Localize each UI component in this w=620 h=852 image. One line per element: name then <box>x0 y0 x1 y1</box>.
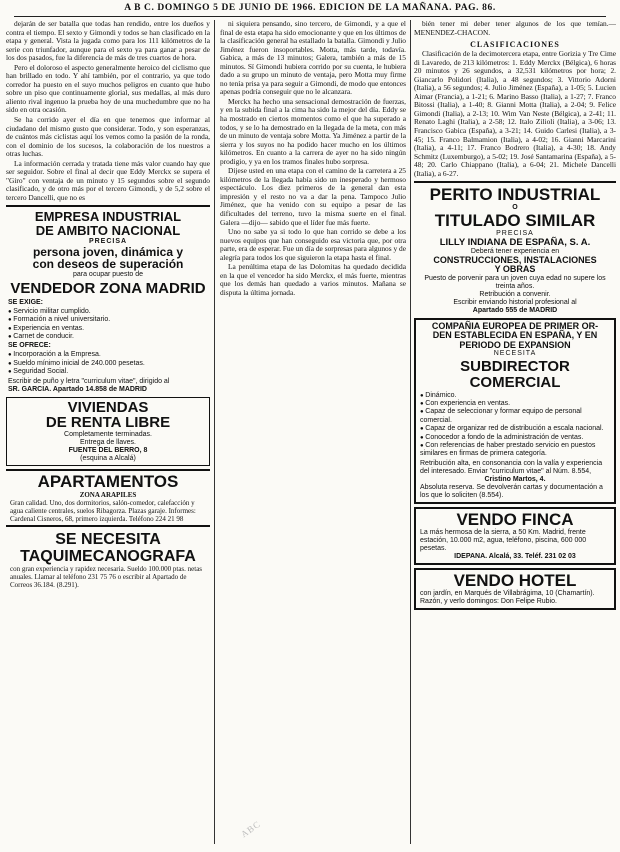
ad-contact: SR. GARCIA. Apartado 14.858 de MADRID <box>8 385 147 393</box>
list-item: ● Servicio militar cumplido. <box>8 308 208 316</box>
ad-viviendas <box>6 397 210 467</box>
ad-line: (esquina a Alcalá) <box>80 455 136 463</box>
ad-line: VIVIENDAS <box>67 398 149 416</box>
paragraph: Clasificación de la decimotercera etapa, entre Gorizia y Tre Cime di Lavaredo, de 213 kilómetros: 1. Eddy Merckx (Bélgica), 6 horas 20 minutos y 26 segundos, a 32,531 kilómetros por hora; 2. Giancarlo Polidori (Italia), a 48 segundos; 3. Vittorio Adorni (Italia), a 56 segundos; 4. Julio Jiménez (España), a 1-05; 5. Lucien Aimar (Francia), a 1-21; 6. Marino Basso (Italia), a 1-27; 7. Franco Bitossi (Italia), a 1-40; 8. Gianni Motta (Italia), a 2-04; 9. Felice Gimondi (Italia), a 2-13; 10. Wim Van Neste (Bélgica), a 2-41; 11. Renato Laghi (Italia), a 2-58; 12. Italo Zilioli (Italia), a 3-06; 13. Francisco Gabica (España), a 3-21; 14. Guido Carlesi (Italia), a 3-45; 15. Franco Balmamion (Italia), a 4-02; 16. Gianni Marcarini (Italia), a 4-11; 17. Franco Bodrero (Italia), a 4-30; 18. Andy Schmitz (Luxemburgo), a 5-02; 19. José Santamarina (España), a 5-48; 20. Carlo Chiappano (Italia), a 6-04; 21. Michele Dancelli (Italia), a 6-27. <box>414 49 616 178</box>
list-item: ● Incorporación a la Empresa. <box>8 351 208 359</box>
paragraph: La información cerrada y tratada tiene más valor cuando hay que ser seguidor. Sobre el final al decir que Eddy Merckx se supera el "Giro" con ventaja de un minuto y 15 segundos sobre el segundo clasificado, y de otro más por el tercero Gimondi, y de 5,2 sobre el tercero Dancelli, que no es <box>6 158 210 202</box>
column-2 <box>220 20 406 844</box>
ad-line: Retribución a convenir. <box>479 290 551 298</box>
column-1 <box>6 20 210 844</box>
ad-line: PERIODO DE EXPANSION <box>459 339 571 350</box>
ad-line: COMPAÑIA EUROPEA DE PRIMER OR- <box>431 320 599 331</box>
ad-line: para ocupar puesto de <box>72 270 144 278</box>
ad-line: DE AMBITO NACIONAL <box>35 223 181 239</box>
list-item: ● Seguridad Social. <box>8 368 208 376</box>
ad-label: SE EXIGE: <box>8 298 44 306</box>
ad-subdirector <box>414 318 616 504</box>
list-item: ● Sueldo mínimo inicial de 240.000 pesetas. <box>8 360 208 368</box>
ad-line: VENDO HOTEL <box>453 570 577 590</box>
paragraph: La penúltima etapa de las Dolomitas ha quedado decidida en la que el vencedor ha sido Merckx, el más fuerte, mientras que los demás han quedado a varios minutos. Mañana se disputa la última jornada. <box>220 262 406 297</box>
article-col1 <box>6 20 210 202</box>
ad-line: PERITO INDUSTRIAL <box>429 185 601 205</box>
ad-line: Y OBRAS <box>494 264 536 275</box>
ad-line: APARTAMENTOS <box>37 472 179 492</box>
ad-apartamentos <box>6 469 210 527</box>
ad-line: VENDO FINCA <box>456 509 574 529</box>
ad-line: Puesto de porvenir para un joven cuya edad no supere los treinta años. <box>424 274 606 290</box>
paragraph: Pero el doloroso el aspecto generalmente heroico del ciclismo que han brillado en todo. Y ahí también, por el contrario, ya que todo corredor ha puesto en el suyo muchos peligros en cuanto que hubo sobre un piso que continuamente glorial, sus medallas, al más duro aliento rival ingenuo la prueba hoy de una muchedumbre que no ha sido en otra ocasión. <box>6 62 210 115</box>
paragraph: Dijese usted en una etapa con el camino de la carretera a 25 kilómetros de la llegada había sido un inesperado y hermoso espectáculo. Los diez primeros de la general dan esta impresión y el resto no va a dar la pena. Tampoco Julio Jiménez, que ha venido con su equipo a pesar de las dificultades del terreno, tuvo la misma suerte en el final. Galera —dijo— sabido que el líder fue más fuerte. <box>220 166 406 227</box>
ad-line: Completamente terminadas. <box>64 431 152 439</box>
ad-line: SE NECESITA <box>55 530 161 548</box>
ad-vendo-finca <box>414 507 616 565</box>
paragraph: Uno no sabe ya si todo lo que han corrido se debe a los nuevos equipos que han conseguido esa victoria que, por otra parte, era de esperar. Fue un día de sorpresas para algunos y de alegría para todos los que siguieron la etapa hasta el final. <box>220 227 406 262</box>
ad-vendedor <box>6 210 210 393</box>
list-item: ● Experiencia en ventas. <box>8 325 208 333</box>
article-col2 <box>220 20 406 298</box>
ad-taquimecanografa <box>6 530 210 592</box>
divider <box>414 181 616 183</box>
ad-line: TAQUIMECANOGRAFA <box>20 547 196 565</box>
ad-vendo-hotel <box>414 568 616 610</box>
list-item: ● Capaz de organizar red de distribución a escala nacional. <box>420 425 610 433</box>
ad-line: FUENTE DEL BERRO, 8 <box>68 447 148 455</box>
ad-line: Retribución alta, en consonancia con la valía y experiencia del interesado. Enviar "curriculum vitae" al Núm. 8.554, <box>420 459 603 475</box>
ad-line: VENDEDOR ZONA MADRID <box>10 279 206 297</box>
list-item: ● Conocedor a fondo de la administración de ventas. <box>420 434 610 442</box>
article-tail <box>414 20 616 37</box>
ad-line: Deberá tener experiencia en <box>470 247 560 255</box>
list-item: ● Carnet de conducir. <box>8 333 208 341</box>
list-item: ● Formación a nivel universitario. <box>8 316 208 324</box>
paragraph: ni siquiera pensando, sino tercero, de Gimondi, y a que el final de esta etapa ha sido emocionante y que en los últimos de la clasificación general ha estallado la batalla. Gimondi y Julio Jiménez fueron insoportables. Motta, más tarde, todavía. Gabica, a más de 13 minutos; Galera, también a más de 15 minutos. Sí Gimondi hubiera corrido por su cuenta, le hubiera dado a su grupo un minuto de ventaja, pero Motta muy firme no tenía prisa ya para seguir a Gimondi, de modo que entonces apenas podría conseguir que no le alcanzara. <box>220 20 406 97</box>
ad-line: DE RENTA LIBRE <box>45 414 171 432</box>
ad-line: ZONA ARAPILES <box>79 490 137 499</box>
ad-line: LILLY INDIANA DE ESPAÑA, S. A. <box>439 236 591 248</box>
paragraph: bién tener mi deber tener algunos de los que temían.—MENENDEZ-CHACON. <box>414 20 616 37</box>
ad-line: Absoluta reserva. Se devolverán cartas y documentación a los que lo soliciten (8.554). <box>420 483 603 499</box>
ad-line: NECESITA <box>493 350 537 358</box>
list-item: ● Con experiencia en ventas. <box>420 400 610 408</box>
column-3 <box>414 20 616 844</box>
ad-line: O <box>512 204 518 212</box>
ad-line: Cristino Martos, 4. <box>484 475 546 483</box>
classifications-title: CLASIFICACIONES <box>470 40 560 50</box>
ad-line: SUBDIRECTOR COMERCIAL <box>460 358 570 391</box>
paragraph: Se ha corrido ayer el día en que tenemos que informar al ciudadano del mismo gusto que considerar. Todo, y son esperanzas, de cuántos más ciclistas aquí los vemos como la pasión de la ronda, con el dominio de los sucesos, la colaboración de los nuestros a otras luchas. <box>6 115 210 159</box>
ad-line: con deseos de superación <box>32 257 184 272</box>
column-rule <box>214 20 215 844</box>
ad-line: con jardín, en Marqués de Villabrágima, 10 (Chamartín). Razón, y verlo domingos: Don Felipe Rubio. <box>420 589 595 605</box>
ad-line: Gran calidad. Uno, dos dormitorios, salón-comedor, calefacción y agua caliente centrales, suelos Ribagorza. Plazas garaje. Informes: Cardenal Cisneros, 68, primero izquierda. Teléfono 224 21 98 <box>10 498 196 523</box>
ad-line: CONSTRUCCIONES, INSTALACIONES <box>433 254 597 265</box>
divider <box>6 205 210 207</box>
watermark: ABC <box>239 818 263 840</box>
classifications <box>414 50 616 178</box>
ad-line: Apartado 555 de MADRID <box>472 306 558 314</box>
ad-perito <box>414 186 616 315</box>
ad-line: con gran experiencia y rapidez necesaria. Sueldo 100.000 ptas. netas anuales. Llamar al teléfono 231 75 76 o escribir al Apartado de Correos 36.184. (8.291). <box>10 565 203 590</box>
ad-line: La más hermosa de la sierra, a 50 Km. Madrid, frente estación, 10.000 m2, agua, teléfono, piscina, 600 000 pesetas. <box>420 528 587 552</box>
paragraph: dejarán de ser batalla que todas han rendido, entre los dueños y contra el tiempo. El sexto y Gimondi y todos se han clasificado en la etapa y general. Vista la jugada como para los 111 kilómetros de la serie con triunfador, aunque para el sexto ya para ganar a pesar de los dos pasados, fue la diferencia de más de tres cuartos de hora. <box>6 20 210 63</box>
ad-contact: Escribir de puño y letra "curriculum vitae", dirigido al <box>8 377 170 385</box>
list-item: ● Capaz de seleccionar y formar equipo de personal comercial. <box>420 408 610 425</box>
requirements-list <box>420 392 610 459</box>
ad-label: SE OFRECE: <box>8 342 51 350</box>
requirements-list <box>8 308 208 342</box>
ad-line: persona joven, dinámica y <box>32 244 184 259</box>
ad-line: Entrega de llaves. <box>79 439 137 447</box>
column-rule <box>410 20 411 844</box>
ad-line: TITULADO SIMILAR <box>434 211 596 231</box>
ad-line: PRECISA <box>496 229 534 237</box>
list-item: ● Dinámico. <box>420 392 610 400</box>
offers-list <box>8 351 208 376</box>
ad-line: DEN ESTABLECIDA EN ESPAÑA, Y EN <box>432 330 598 341</box>
list-item: ● Con referencias de haber prestado servicio en puestos similares en firmas de primera categoría. <box>420 442 610 459</box>
paragraph: Merckx ha hecho una sensacional demostración de fuerzas, y en la subida final a la cima ha sido la mejor del día. Eddy se ha mostrado en ciertos momentos como el que ha superado a todos, y se lo ha demostrado en la llegada de la meta, con más de un minuto de ventaja sobre Motta. Ya Jiménez a partir de la sierra y los suyos no ha podido hacer mucho en los últimos kilómetros. En cuanto a la carrera de ayer no ha sido ningún prodigio, y ya en los tramos finales hubo sorpresa. <box>220 96 406 166</box>
ad-line: Escribir enviando historial profesional al <box>453 298 577 306</box>
ad-line: PRECISA <box>88 237 128 245</box>
ad-line: EMPRESA INDUSTRIAL <box>34 209 182 225</box>
ad-line: IDEPANA. Alcalá, 33. Teléf. 231 02 03 <box>454 552 576 560</box>
page-header: A B C. DOMINGO 5 DE JUNIO DE 1966. EDICION DE LA MAÑANA. PAG. 86. <box>14 2 606 17</box>
